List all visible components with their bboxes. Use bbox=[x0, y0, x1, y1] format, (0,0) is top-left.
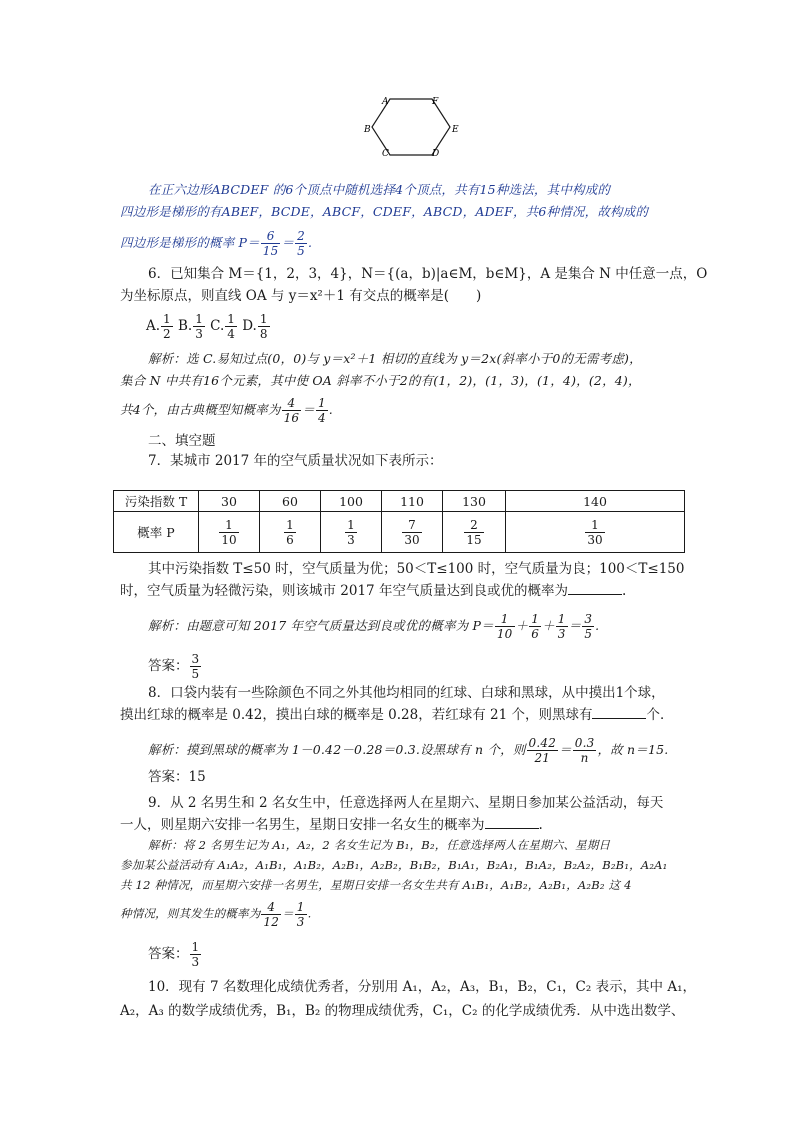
q9-answer-label: 答案： bbox=[148, 946, 189, 962]
prev-solution-prefix: 四边形是梯形的概率 P＝ bbox=[120, 235, 260, 250]
q7-text2-prefix: 时，空气质量为轻微污染，则该城市 2017 年空气质量达到良或优的概率为 bbox=[120, 583, 568, 599]
q10-line1: 10．现有 7 名数理化成绩优秀者，分别用 A₁，A₂，A₃，B₁，B₂，C₁，C₂ 表示，其中 A₁， bbox=[148, 979, 697, 995]
q9-sol4-f1-num: 4 bbox=[261, 900, 281, 915]
q9-line2-prefix: 一人，则星期六安排一名男生，星期日安排一名女生的概率为 bbox=[120, 817, 485, 833]
q7-table-header-t: 污染指数 T bbox=[114, 491, 199, 512]
q6-option-a-label: A. bbox=[146, 318, 161, 334]
prev-eq: ＝ bbox=[281, 235, 295, 250]
q7-sol-f2-num: 1 bbox=[531, 612, 540, 626]
q6-option-a-num: 1 bbox=[163, 312, 171, 326]
q6-option-b[interactable] bbox=[177, 312, 206, 341]
q6-options bbox=[146, 312, 271, 341]
q7-probability-table bbox=[113, 490, 685, 553]
q9-line2-end: . bbox=[538, 817, 543, 833]
q8-answer bbox=[148, 768, 206, 786]
q7-table-cell: 130 bbox=[443, 491, 506, 512]
q8-sol-f2-num: 0.3 bbox=[574, 736, 595, 750]
q8-answer-value: 15 bbox=[188, 769, 206, 785]
q6-solution-line1: 解析：选 C.易知过点(0，0)与 y＝x²＋1 相切的直线为 y＝2x(斜率小于0的无需考虑)， bbox=[148, 351, 642, 366]
q7-table-cell: 30 bbox=[199, 491, 260, 512]
prob-num: 1 bbox=[219, 518, 238, 533]
q7-sol-f3-num: 1 bbox=[557, 612, 566, 626]
prob-den: 10 bbox=[221, 532, 237, 547]
q7-answer-label: 答案： bbox=[148, 658, 189, 674]
prev-solution-line1: 在正六边形ABCDEF 的6个顶点中随机选择4个顶点，共有15种选法，其中构成的 bbox=[148, 182, 611, 197]
q7-table-row-prob bbox=[114, 512, 685, 553]
q6-option-d[interactable] bbox=[242, 312, 270, 341]
prob-den: 30 bbox=[404, 532, 420, 547]
vertex-label-f: F bbox=[432, 97, 439, 107]
prob-den: 3 bbox=[347, 532, 355, 547]
q7-table-header-p: 概率 P bbox=[114, 512, 199, 553]
q6-sol3-f2-num: 1 bbox=[317, 396, 326, 410]
q7-table-cell bbox=[382, 512, 443, 553]
q6-option-d-num: 1 bbox=[259, 312, 268, 326]
q6-sol3-eq: ＝ bbox=[302, 402, 315, 417]
prev-frac1 bbox=[261, 229, 281, 258]
prob-num: 1 bbox=[286, 517, 294, 532]
prev-end: . bbox=[308, 235, 313, 250]
q9-solution-line3: 共 12 种情况，而星期六安排一名男生，星期日安排一名女生共有 A₁B₁，A₁B₂，A₂B₁，A₂B₂ 这 4 bbox=[120, 878, 632, 892]
q7-sol-prefix: 解析：由题意可知 2017 年空气质量达到良或优的概率为 P＝ bbox=[148, 618, 494, 633]
hexagon-shape bbox=[372, 99, 450, 155]
q7-text-line2 bbox=[120, 582, 626, 600]
q7-table-cell bbox=[260, 512, 321, 553]
q7-sol-f4-den: 5 bbox=[584, 627, 593, 641]
q9-answer bbox=[148, 940, 202, 969]
vertex-label-b: B bbox=[364, 125, 371, 135]
q6-sol3-f2-den: 4 bbox=[317, 411, 326, 425]
q8-sol-f1-den: 21 bbox=[534, 751, 551, 765]
q7-sol-f3-den: 3 bbox=[557, 627, 566, 641]
q7-sol-f1-den: 10 bbox=[496, 627, 513, 641]
q7-table-cell: 60 bbox=[260, 491, 321, 512]
q6-option-b-den: 3 bbox=[195, 327, 203, 341]
q8-sol-prefix: 解析：摸到黑球的概率为 1－0.42－0.28＝0.3.设黑球有 n 个，则 bbox=[148, 742, 526, 757]
q8-answer-label: 答案： bbox=[148, 769, 189, 785]
q6-line2: 为坐标原点，则直线 OA 与 y＝x²＋1 有交点的概率是( ) bbox=[120, 288, 482, 304]
q7-table-cell bbox=[321, 512, 382, 553]
q7-text2-end: . bbox=[621, 583, 627, 599]
q6-sol3-f1-num: 4 bbox=[282, 396, 302, 411]
q6-sol3-prefix: 共4个，由古典概型知概率为 bbox=[120, 402, 281, 417]
q7-sol-plus2: ＋ bbox=[542, 618, 555, 633]
q7-solution bbox=[148, 612, 599, 641]
q10-line2: A₂，A₃ 的数学成绩优秀，B₁，B₂ 的物理成绩优秀，C₁，C₂ 的化学成绩优秀．从中选出数学、 bbox=[120, 1003, 685, 1019]
q8-answer-blank[interactable] bbox=[592, 706, 646, 719]
prev-frac1-num: 6 bbox=[261, 229, 281, 244]
vertex-label-e: E bbox=[452, 125, 459, 135]
q6-option-b-label: B. bbox=[177, 318, 193, 334]
prob-num: 1 bbox=[347, 517, 355, 532]
q7-table-cell bbox=[443, 512, 506, 553]
q7-sol-f1-num: 1 bbox=[495, 612, 515, 627]
q6-solution-line2: 集合 N 中共有16个元素，其中使 OA 斜率不小于2的有(1，2)，(1，3)，(1，4)，(2，4)， bbox=[120, 373, 641, 388]
section-title-fill-blank: 二、填空题 bbox=[148, 433, 216, 449]
vertex-label-a: A bbox=[382, 97, 389, 107]
q7-sol-f4-num: 3 bbox=[584, 612, 593, 626]
q7-sol-eq: ＝ bbox=[568, 618, 582, 633]
q9-line2 bbox=[120, 816, 543, 834]
q6-option-a-den: 2 bbox=[163, 327, 171, 341]
q9-answer-num: 1 bbox=[191, 940, 200, 954]
q9-solution-line2: 参加某公益活动有 A₁A₂，A₁B₁，A₁B₂，A₂B₁，A₂B₂，B₁B₂，B₁A₁，B₂A₁，B₁A₂，B₂A₂，B₂B₁，A₂A₁ bbox=[120, 858, 668, 872]
q9-solution-line1: 解析：将 2 名男生记为 A₁，A₂，2 名女生记为 B₁，B₂，任意选择两人在星期六、星期日 bbox=[148, 838, 611, 852]
q6-option-d-label: D. bbox=[242, 318, 257, 334]
q8-sol-f2-den: n bbox=[580, 751, 589, 765]
prev-solution-line3 bbox=[120, 229, 312, 258]
q9-sol4-eq: ＝ bbox=[282, 906, 294, 921]
q6-solution-line3 bbox=[120, 396, 333, 425]
q9-answer-den: 3 bbox=[191, 955, 200, 969]
q8-solution bbox=[148, 736, 668, 765]
vertex-label-d: D bbox=[432, 149, 440, 156]
q6-sol3-end: . bbox=[328, 402, 333, 417]
q7-answer-num: 3 bbox=[191, 652, 200, 666]
q6-sol3-f1-den: 16 bbox=[283, 411, 300, 425]
q6-option-c-den: 4 bbox=[227, 327, 235, 341]
q9-sol4-f2-num: 1 bbox=[296, 900, 305, 914]
hexagon-figure bbox=[360, 96, 470, 156]
q6-line1: 6．已知集合 M＝{1，2，3，4}，N＝{(a，b)|a∈M，b∈M}，A 是集合 N 中任意一点，O bbox=[148, 266, 708, 282]
q6-option-c-num: 1 bbox=[227, 312, 235, 326]
q9-sol4-prefix: 种情况，则其发生的概率为 bbox=[120, 906, 261, 921]
prob-den: 30 bbox=[587, 532, 603, 547]
q8-sol-f1-num: 0.42 bbox=[528, 736, 557, 750]
prob-den: 6 bbox=[286, 532, 294, 547]
q8-line2-prefix: 摸出红球的概率是 0.42，摸出白球的概率是 0.28，若红球有 21 个，则黑球有 bbox=[120, 707, 593, 723]
q6-option-c-label: C. bbox=[210, 318, 225, 334]
q7-answer-den: 5 bbox=[191, 667, 200, 681]
q9-sol4-f1-den: 12 bbox=[263, 915, 280, 929]
q8-line2 bbox=[120, 706, 673, 724]
q6-option-d-den: 8 bbox=[259, 327, 268, 341]
prev-frac2-num: 2 bbox=[297, 229, 306, 243]
q7-answer-blank[interactable] bbox=[568, 582, 622, 595]
q7-sol-f2-den: 6 bbox=[531, 627, 540, 641]
q7-text-line1: 其中污染指数 T≤50 时，空气质量为优；50＜T≤100 时，空气质量为良；100＜T≤150 bbox=[148, 561, 685, 577]
q8-line1: 8．口袋内装有一些除颜色不同之外其他均相同的红球、白球和黑球，从中摸出1个球， bbox=[148, 685, 665, 701]
prob-num: 2 bbox=[464, 518, 483, 533]
q8-sol-eq: ＝ bbox=[559, 742, 572, 757]
prev-frac1-den: 15 bbox=[262, 244, 279, 258]
q8-sol-end: ，故 n＝15. bbox=[597, 742, 669, 757]
q7-table-cell: 140 bbox=[506, 491, 685, 512]
q7-intro: 7．某城市 2017 年的空气质量状况如下表所示： bbox=[148, 453, 443, 469]
prev-frac2 bbox=[295, 229, 307, 258]
q7-table-cell: 100 bbox=[321, 491, 382, 512]
prob-den: 15 bbox=[466, 532, 482, 547]
q7-table-row-index bbox=[114, 491, 685, 512]
q7-sol-end: . bbox=[595, 618, 600, 633]
q6-option-c[interactable] bbox=[210, 312, 238, 341]
q9-answer-blank[interactable] bbox=[485, 816, 539, 829]
q9-line1: 9．从 2 名男生和 2 名女生中，任意选择两人在星期六、星期日参加某公益活动，每天 bbox=[148, 795, 664, 811]
q7-answer bbox=[148, 652, 202, 681]
prob-num: 7 bbox=[402, 518, 421, 533]
q7-table-cell bbox=[506, 512, 685, 553]
prob-num: 1 bbox=[585, 518, 604, 533]
q9-sol4-end: . bbox=[307, 906, 312, 921]
q9-solution-line4 bbox=[120, 900, 311, 929]
q7-table-cell bbox=[199, 512, 260, 553]
prev-frac2-den: 5 bbox=[297, 244, 306, 258]
prev-solution-line2: 四边形是梯形的有ABEF，BCDE，ABCF，CDEF，ABCD，ADEF，共6种情况，故构成的 bbox=[120, 204, 649, 219]
vertex-label-c: C bbox=[382, 149, 389, 156]
q8-line2-end: 个． bbox=[646, 707, 674, 723]
q6-option-b-num: 1 bbox=[195, 312, 203, 326]
q9-sol4-f2-den: 3 bbox=[296, 915, 305, 929]
q6-option-a[interactable] bbox=[146, 312, 174, 341]
q7-sol-plus1: ＋ bbox=[515, 618, 529, 633]
q7-table-cell: 110 bbox=[382, 491, 443, 512]
